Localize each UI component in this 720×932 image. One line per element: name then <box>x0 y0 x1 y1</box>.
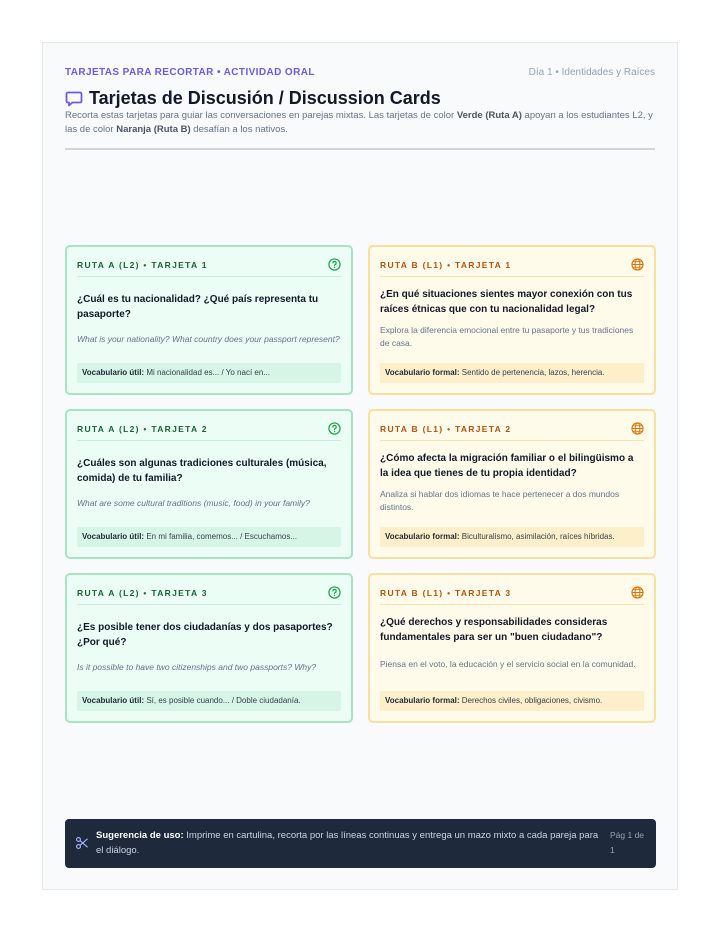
intro-part-3: desafían a los nativos. <box>190 124 288 135</box>
card-header <box>77 420 341 441</box>
globe-icon <box>631 258 644 271</box>
globe-icon <box>631 422 644 435</box>
card-translation: What is your nationality? What country does your passport represent? <box>77 334 340 344</box>
card-header <box>380 256 644 277</box>
card-route-b-1 <box>368 245 656 395</box>
intro-part-2: apoyan a los estudiantes L2, y las de color <box>65 110 653 135</box>
card-header <box>380 584 644 605</box>
card-vocabulary <box>380 363 644 383</box>
card-vocabulary <box>77 363 341 383</box>
usage-tip-body: Imprime en cartulina, recorta por las líneas continuas y entrega un mazo mixto a cada pareja para el diálogo. <box>96 830 599 856</box>
question-circle-icon <box>328 422 341 435</box>
question-circle-icon <box>328 586 341 599</box>
card-vocabulary <box>77 691 341 711</box>
activity-kicker: TARJETAS PARA RECORTAR • ACTIVIDAD ORAL <box>65 67 315 78</box>
usage-tip-label: Sugerencia de uso: <box>96 830 184 841</box>
header-meta <box>65 67 655 81</box>
vocab-label: Vocabulario útil: <box>82 696 145 705</box>
vocab-label: Vocabulario útil: <box>82 368 145 377</box>
card-translation: Is it possible to have two citizenships and two passports? Why? <box>77 662 317 672</box>
usage-tip-banner <box>65 819 656 868</box>
usage-tip-text <box>96 828 604 858</box>
card-label: RUTA B (L1) • TARJETA 2 <box>380 424 512 434</box>
vocab-text: Derechos civiles, obligaciones, civismo. <box>461 696 603 705</box>
vocab-text: Biculturalismo, asimilación, raíces híbridas. <box>461 532 615 541</box>
card-guidance: Analiza si hablar dos idiomas te hace pertenecer a dos mundos distintos. <box>380 489 620 512</box>
day-label: Día 1 • Identidades y Raíces <box>528 67 655 78</box>
card-vocabulary <box>77 527 341 547</box>
vocab-text: En mi familia, comemos... / Escuchamos... <box>146 532 298 541</box>
card-question: ¿Es posible tener dos ciudadanías y dos pasaportes? ¿Por qué? <box>77 622 333 648</box>
scissors-icon <box>75 836 89 850</box>
vocab-label: Vocabulario formal: <box>385 368 460 377</box>
card-question: ¿Qué derechos y responsabilidades consideras fundamentales para ser un "buen ciudadano"? <box>380 617 608 643</box>
vocab-label: Vocabulario útil: <box>82 532 145 541</box>
card-header <box>77 256 341 277</box>
card-label: RUTA A (L2) • TARJETA 2 <box>77 424 208 434</box>
card-question: ¿Cuáles son algunas tradiciones culturales (música, comida) de tu familia? <box>77 458 327 484</box>
intro-part-1: Recorta estas tarjetas para guiar las conversaciones en parejas mixtas. Las tarjetas de color <box>65 110 457 121</box>
card-route-a-3 <box>65 573 353 723</box>
card-guidance: Explora la diferencia emocional entre tu pasaporte y tus tradiciones de casa. <box>380 325 634 348</box>
card-header <box>380 420 644 441</box>
intro-route-b: Naranja (Ruta B) <box>116 124 191 135</box>
chat-bubble-icon <box>65 89 83 107</box>
question-circle-icon <box>328 258 341 271</box>
card-route-a-2 <box>65 409 353 559</box>
card-label: RUTA A (L2) • TARJETA 3 <box>77 588 208 598</box>
intro-route-a: Verde (Ruta A) <box>456 110 522 121</box>
card-route-a-1 <box>65 245 353 395</box>
card-label: RUTA A (L2) • TARJETA 1 <box>77 260 208 270</box>
intro-text <box>65 109 655 137</box>
card-guidance: Piensa en el voto, la educación y el servicio social en la comunidad. <box>380 659 636 669</box>
page-number: Pág 1 de 1 <box>610 830 645 855</box>
card-route-b-3 <box>368 573 656 723</box>
card-vocabulary <box>380 527 644 547</box>
card-label: RUTA B (L1) • TARJETA 1 <box>380 260 512 270</box>
worksheet-page <box>42 42 678 890</box>
card-vocabulary <box>380 691 644 711</box>
card-question: ¿Cuál es tu nacionalidad? ¿Qué país representa tu pasaporte? <box>77 294 319 320</box>
card-header <box>77 584 341 605</box>
vocab-text: Sentido de pertenencia, lazos, herencia. <box>461 368 605 377</box>
card-label: RUTA B (L1) • TARJETA 3 <box>380 588 512 598</box>
vocab-text: Mi nacionalidad es... / Yo nací en... <box>146 368 270 377</box>
page-title: Tarjetas de Discusión / Discussion Cards <box>89 87 441 108</box>
vocab-label: Vocabulario formal: <box>385 696 460 705</box>
vocab-label: Vocabulario formal: <box>385 532 460 541</box>
card-translation: What are some cultural traditions (music, food) in your family? <box>77 498 310 508</box>
globe-icon <box>631 586 644 599</box>
card-question: ¿Cómo afecta la migración familiar o el bilingüismo a la idea que tienes de tu propia identidad? <box>380 453 634 479</box>
header-divider <box>65 148 655 150</box>
card-question: ¿En qué situaciones sientes mayor conexión con tus raíces étnicas que con tu nacionalidad legal? <box>380 289 633 315</box>
card-route-b-2 <box>368 409 656 559</box>
vocab-text: Sí, es posible cuando... / Doble ciudadanía. <box>146 696 301 705</box>
title-row <box>65 85 441 111</box>
